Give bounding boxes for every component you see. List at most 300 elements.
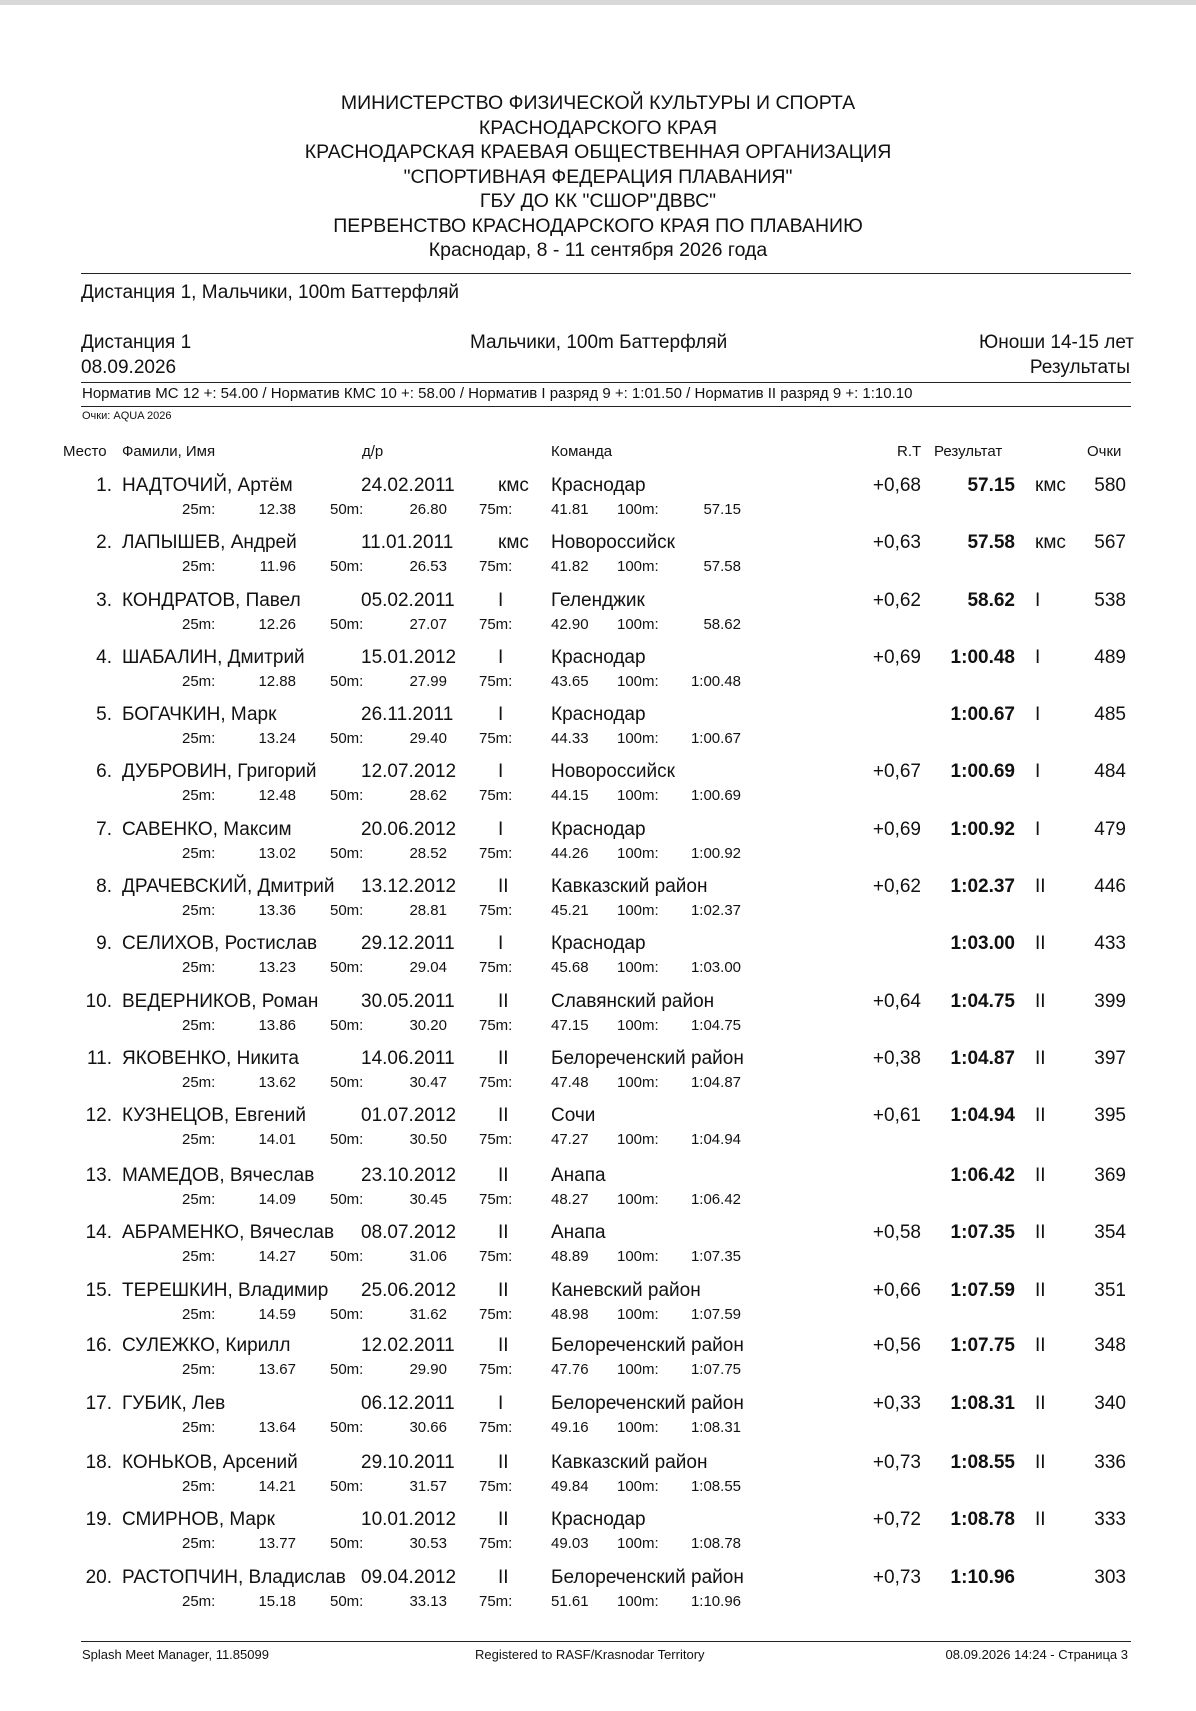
swimmer-rank: II [498,1452,509,1473]
split-50-label: 50m: [330,1017,364,1034]
split-75-label: 75m: [479,673,513,690]
split-25-time: 14.59 [258,1306,296,1323]
points-value: 303 [1094,1567,1126,1588]
result-time: 1:04.94 [950,1105,1015,1126]
split-75-label: 75m: [479,1478,513,1495]
result-time: 1:07.59 [950,1280,1015,1301]
split-50-label: 50m: [330,1361,364,1378]
split-100-time: 1:07.59 [690,1306,741,1323]
split-50-label: 50m: [330,787,364,804]
split-50-label: 50m: [330,730,364,747]
birth-date: 25.06.2012 [361,1280,457,1301]
split-75-label: 75m: [479,845,513,862]
reaction-time: +0,61 [872,1105,921,1126]
table-row [0,876,1196,930]
header-line: ГБУ ДО КК "СШОР"ДВВС" [479,190,717,212]
split-25-label: 25m: [182,558,216,575]
reaction-time: +0,56 [872,1335,921,1356]
split-75-label: 75m: [479,1593,513,1610]
split-50-label: 50m: [330,1535,364,1552]
place-number: 20. [85,1567,112,1588]
event-distance: Дистанция 1 [81,332,192,353]
split-50-time: 29.04 [409,959,447,976]
team-name: Краснодар [551,475,646,496]
result-category: кмс [1035,475,1066,496]
split-25-label: 25m: [182,1131,216,1148]
split-25-label: 25m: [182,1535,216,1552]
reaction-time: +0,68 [872,475,921,496]
points-value: 399 [1094,991,1126,1012]
team-name: Краснодар [551,933,646,954]
place-number: 15. [85,1280,112,1301]
birth-date: 29.12.2011 [361,933,455,954]
birth-date: 23.10.2012 [361,1165,457,1186]
header-line: "СПОРТИВНАЯ ФЕДЕРАЦИЯ ПЛАВАНИЯ" [403,165,793,188]
split-25-time: 13.24 [258,730,296,747]
split-25-label: 25m: [182,673,216,690]
split-100-time: 1:00.67 [690,730,741,747]
swimmer-name: МАМЕДОВ, Вячеслав [122,1165,315,1186]
birth-date: 26.11.2011 [361,704,454,725]
result-time: 1:04.87 [950,1048,1015,1069]
swimmer-rank: II [498,876,509,897]
team-name: Сочи [551,1105,596,1126]
swimmer-name: АБРАМЕНКО, Вячеслав [122,1222,335,1243]
team-name: Анапа [551,1165,606,1186]
split-75-time: 48.98 [551,1306,589,1323]
team-name: Славянский район [551,991,715,1012]
points-value: 479 [1094,819,1126,840]
col-place: Место [63,443,107,460]
split-25-label: 25m: [182,959,216,976]
place-number: 18. [85,1452,112,1473]
split-75-time: 45.68 [551,959,589,976]
split-50-time: 30.45 [409,1191,447,1208]
split-50-label: 50m: [330,501,364,518]
points-value: 446 [1094,876,1126,897]
split-75-time: 43.65 [551,673,589,690]
split-25-time: 12.48 [258,787,296,804]
split-50-time: 29.40 [409,730,447,747]
birth-date: 09.04.2012 [361,1567,457,1588]
split-50-time: 29.90 [409,1361,447,1378]
table-row [0,590,1196,644]
split-100-label: 100m: [617,1361,659,1378]
col-rt: R.T [897,443,922,460]
birth-date: 11.01.2011 [361,532,454,553]
split-100-time: 57.15 [703,501,741,518]
reaction-time: +0,64 [872,991,921,1012]
table-row [0,1280,1196,1334]
birth-date: 14.06.2011 [361,1048,455,1069]
footer-timestamp-page: 08.09.2026 14:24 - Страница 3 [945,1647,1128,1662]
swimmer-rank: II [498,1222,509,1243]
split-100-time: 1:02.37 [690,902,741,919]
split-25-label: 25m: [182,902,216,919]
swimmer-rank: кмс [498,532,529,553]
swimmer-rank: II [498,1567,509,1588]
table-row [0,1452,1196,1506]
age-group: Юноши 14-15 лет [979,332,1134,353]
split-25-time: 12.88 [258,673,296,690]
result-category: I [1035,647,1041,668]
team-name: Каневский район [551,1280,701,1301]
split-100-time: 1:04.87 [690,1074,741,1091]
split-100-label: 100m: [617,1131,659,1148]
place-number: 11. [86,1048,112,1069]
reaction-time: +0,73 [872,1452,921,1473]
split-50-label: 50m: [330,1248,364,1265]
result-time: 1:00.92 [950,819,1015,840]
split-75-time: 47.48 [551,1074,589,1091]
place-number: 9. [96,933,112,954]
result-category: кмс [1035,532,1066,553]
reaction-time: +0,62 [872,590,921,611]
split-50-label: 50m: [330,959,364,976]
split-50-time: 28.81 [409,902,447,919]
team-name: Белореченский район [551,1567,744,1588]
points-value: 397 [1094,1048,1126,1069]
swimmer-rank: II [498,1048,509,1069]
split-25-label: 25m: [182,616,216,633]
split-25-label: 25m: [182,1017,216,1034]
place-number: 2. [96,532,112,553]
result-time: 57.15 [967,475,1015,496]
split-100-label: 100m: [617,501,659,518]
split-100-label: 100m: [617,1419,659,1436]
split-25-time: 14.01 [258,1131,296,1148]
split-100-label: 100m: [617,787,659,804]
split-75-label: 75m: [479,1306,513,1323]
points-value: 484 [1094,761,1126,782]
result-time: 1:08.55 [950,1452,1015,1473]
reaction-time: +0,33 [872,1393,921,1414]
result-category: II [1035,1509,1046,1530]
points-value: 580 [1094,475,1126,496]
split-75-time: 45.21 [551,902,589,919]
split-75-label: 75m: [479,501,513,518]
split-100-time: 1:08.55 [690,1478,741,1495]
table-row [0,1165,1196,1219]
split-25-time: 13.86 [258,1017,296,1034]
result-category: I [1035,761,1041,782]
split-75-label: 75m: [479,1191,513,1208]
reaction-time: +0,38 [872,1048,921,1069]
standards-bottom-divider [81,406,1131,407]
swimmer-name: РАСТОПЧИН, Владислав [122,1567,346,1588]
result-time: 1:07.75 [950,1335,1015,1356]
split-50-label: 50m: [330,616,364,633]
team-name: Белореченский район [551,1048,744,1069]
split-100-label: 100m: [617,558,659,575]
reaction-time: +0,69 [872,647,921,668]
points-value: 395 [1094,1105,1126,1126]
split-50-time: 30.66 [409,1419,447,1436]
split-100-time: 1:03.00 [690,959,741,976]
result-category: II [1035,1452,1046,1473]
split-100-time: 1:00.48 [690,673,741,690]
split-75-time: 49.16 [551,1419,589,1436]
event-date: 08.09.2026 [81,357,177,378]
place-number: 10. [85,991,112,1012]
split-100-time: 1:07.35 [690,1248,741,1265]
result-time: 1:08.31 [950,1393,1015,1414]
birth-date: 15.01.2012 [361,647,457,668]
split-25-time: 12.38 [258,501,296,518]
split-75-time: 47.27 [551,1131,589,1148]
header-line: КРАСНОДАРСКОГО КРАЯ [478,116,718,139]
split-75-label: 75m: [479,1248,513,1265]
swimmer-name: КОНЬКОВ, Арсений [122,1452,298,1473]
split-75-label: 75m: [479,558,513,575]
split-25-time: 13.62 [258,1074,296,1091]
split-25-label: 25m: [182,1191,216,1208]
swimmer-name: ЯКОВЕНКО, Никита [122,1048,299,1069]
table-row [0,1222,1196,1276]
swimmer-rank: I [498,1393,504,1414]
team-name: Анапа [551,1222,606,1243]
swimmer-name: ДУБРОВИН, Григорий [122,761,317,782]
split-75-time: 48.27 [551,1191,589,1208]
split-50-label: 50m: [330,1306,364,1323]
split-75-time: 41.82 [551,558,589,575]
result-category: I [1035,590,1041,611]
table-row [0,475,1196,529]
points-note: Очки: AQUA 2026 [82,410,172,422]
split-25-label: 25m: [182,1478,216,1495]
points-value: 348 [1094,1335,1126,1356]
top-border [0,0,1196,5]
split-100-time: 57.58 [703,558,741,575]
table-row [0,933,1196,987]
split-75-time: 42.90 [551,616,589,633]
swimmer-name: СУЛЕЖКО, Кирилл [122,1335,291,1356]
split-75-time: 51.61 [551,1593,589,1610]
swimmer-rank: I [498,761,504,782]
reaction-time: +0,72 [872,1509,921,1530]
footer-divider [81,1641,1131,1642]
col-name: Фамили, Имя [122,443,216,460]
split-50-time: 27.07 [409,616,447,633]
birth-date: 12.07.2012 [361,761,457,782]
result-time: 57.58 [967,532,1015,553]
swimmer-name: КОНДРАТОВ, Павел [122,590,301,611]
split-100-label: 100m: [617,1248,659,1265]
team-name: Новороссийск [551,761,675,782]
result-category: II [1035,1048,1046,1069]
points-value: 485 [1094,704,1126,725]
standards-top-divider [81,382,1131,383]
team-name: Краснодар [551,647,646,668]
swimmer-name: ЛАПЫШЕВ, Андрей [122,532,297,553]
points-value: 336 [1094,1452,1126,1473]
split-50-time: 30.53 [409,1535,447,1552]
result-time: 1:00.67 [950,704,1015,725]
birth-date: 05.02.2011 [361,590,455,611]
col-team: Команда [551,443,613,460]
split-25-label: 25m: [182,1306,216,1323]
event-title: Дистанция 1, Мальчики, 100m Баттерфляй [81,282,459,303]
points-value: 333 [1094,1509,1126,1530]
split-25-label: 25m: [182,1248,216,1265]
split-25-time: 13.77 [258,1535,296,1552]
team-name: Краснодар [551,1509,646,1530]
header-line: Краснодар, 8 - 11 сентября 2026 года [428,239,768,261]
split-50-label: 50m: [330,1191,364,1208]
split-75-time: 49.84 [551,1478,589,1495]
split-75-label: 75m: [479,902,513,919]
place-number: 17. [85,1393,112,1414]
swimmer-name: ШАБАЛИН, Дмитрий [122,647,305,668]
split-100-time: 1:10.96 [690,1593,741,1610]
place-number: 7. [96,819,112,840]
result-time: 1:07.35 [950,1222,1015,1243]
birth-date: 24.02.2011 [361,475,455,496]
split-100-label: 100m: [617,959,659,976]
birth-date: 12.02.2011 [361,1335,455,1356]
swimmer-name: СМИРНОВ, Марк [122,1509,275,1530]
split-100-time: 1:07.75 [690,1361,741,1378]
place-number: 4. [96,647,112,668]
swimmer-rank: II [498,1509,509,1530]
result-time: 1:08.78 [950,1509,1015,1530]
split-50-time: 28.62 [409,787,447,804]
swimmer-name: ДРАЧЕВСКИЙ, Дмитрий [122,876,335,897]
split-25-time: 13.64 [258,1419,296,1436]
split-50-label: 50m: [330,673,364,690]
result-time: 1:02.37 [950,876,1015,897]
team-name: Краснодар [551,704,646,725]
table-row [0,532,1196,586]
birth-date: 13.12.2012 [361,876,457,897]
result-category: II [1035,1165,1046,1186]
result-category: II [1035,1222,1046,1243]
split-100-label: 100m: [617,730,659,747]
split-100-label: 100m: [617,673,659,690]
split-50-label: 50m: [330,1478,364,1495]
split-75-time: 47.15 [551,1017,589,1034]
split-100-label: 100m: [617,616,659,633]
result-category: I [1035,819,1041,840]
col-dob: д/р [362,443,384,460]
split-25-time: 13.67 [258,1361,296,1378]
split-100-label: 100m: [617,1191,659,1208]
place-number: 16. [85,1335,112,1356]
table-row [0,704,1196,758]
split-100-label: 100m: [617,1593,659,1610]
team-name: Кавказский район [551,876,708,897]
birth-date: 01.07.2012 [361,1105,457,1126]
col-result: Результат [934,443,1003,460]
table-row [0,1567,1196,1621]
table-row [0,991,1196,1045]
place-number: 19. [85,1509,112,1530]
points-value: 567 [1094,532,1126,553]
table-row [0,647,1196,701]
result-time: 58.62 [967,590,1015,611]
split-75-label: 75m: [479,1419,513,1436]
reaction-time: +0,73 [872,1567,921,1588]
split-75-time: 44.26 [551,845,589,862]
result-category: II [1035,1335,1046,1356]
split-25-label: 25m: [182,787,216,804]
birth-date: 08.07.2012 [361,1222,457,1243]
result-category: II [1035,991,1046,1012]
split-25-label: 25m: [182,1361,216,1378]
split-50-time: 33.13 [409,1593,447,1610]
split-50-time: 31.57 [409,1478,447,1495]
birth-date: 06.12.2011 [361,1393,455,1414]
split-75-label: 75m: [479,730,513,747]
split-50-time: 30.47 [409,1074,447,1091]
split-75-time: 41.81 [551,501,589,518]
table-row [0,761,1196,815]
points-value: 340 [1094,1393,1126,1414]
table-row [0,1393,1196,1447]
table-row [0,1105,1196,1159]
split-50-label: 50m: [330,1593,364,1610]
team-name: Новороссийск [551,532,675,553]
split-50-time: 31.62 [409,1306,447,1323]
result-category: II [1035,1105,1046,1126]
split-100-label: 100m: [617,1017,659,1034]
event-name: Мальчики, 100m Баттерфляй [470,332,728,353]
team-name: Белореченский район [551,1335,744,1356]
split-75-label: 75m: [479,959,513,976]
swimmer-rank: I [498,819,504,840]
table-row [0,819,1196,873]
points-value: 354 [1094,1222,1126,1243]
split-50-time: 26.80 [409,501,447,518]
split-25-time: 12.26 [258,616,296,633]
split-25-time: 13.02 [258,845,296,862]
swimmer-rank: II [498,1105,509,1126]
split-25-label: 25m: [182,730,216,747]
swimmer-name: БОГАЧКИН, Марк [122,704,277,725]
swimmer-rank: II [498,991,509,1012]
place-number: 3. [96,590,112,611]
table-row [0,1048,1196,1102]
swimmer-name: ТЕРЕШКИН, Владимир [122,1280,329,1301]
header-line: ПЕРВЕНСТВО КРАСНОДАРСКОГО КРАЯ ПО ПЛАВАНИЮ [333,214,863,237]
split-25-label: 25m: [182,1419,216,1436]
split-100-label: 100m: [617,1478,659,1495]
swimmer-rank: кмс [498,475,529,496]
place-number: 14. [85,1222,112,1243]
split-75-time: 44.15 [551,787,589,804]
split-50-time: 27.99 [409,673,447,690]
result-time: 1:00.48 [950,647,1015,668]
result-category: II [1035,1393,1046,1414]
result-time: 1:06.42 [950,1165,1015,1186]
result-category: II [1035,1280,1046,1301]
split-25-time: 13.23 [258,959,296,976]
split-100-label: 100m: [617,1306,659,1323]
swimmer-rank: II [498,1335,509,1356]
place-number: 6. [96,761,112,782]
points-value: 351 [1094,1280,1126,1301]
place-number: 13. [85,1165,112,1186]
swimmer-rank: I [498,590,504,611]
reaction-time: +0,69 [872,819,921,840]
table-row [0,1335,1196,1389]
split-75-time: 44.33 [551,730,589,747]
split-100-time: 1:04.75 [690,1017,741,1034]
birth-date: 30.05.2011 [361,991,455,1012]
split-25-label: 25m: [182,501,216,518]
split-100-label: 100m: [617,1535,659,1552]
swimmer-name: САВЕНКО, Максим [122,819,292,840]
